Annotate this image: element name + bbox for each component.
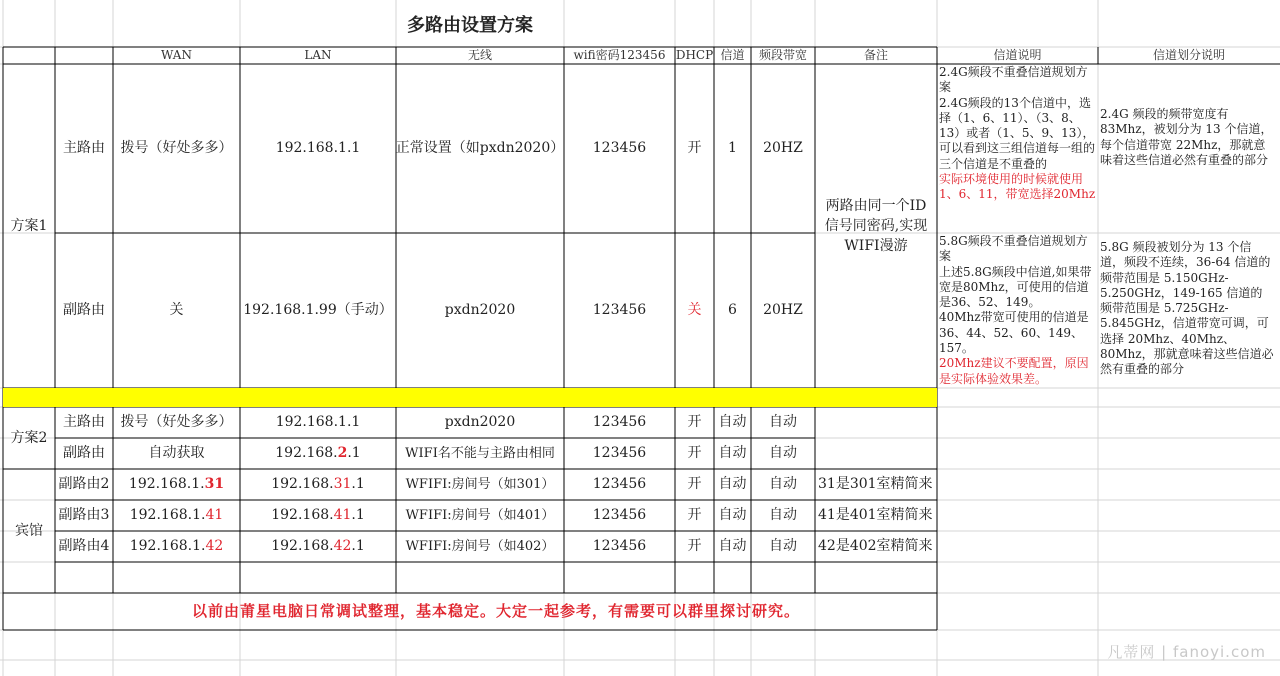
- hotel-row-3-wireless: WFIFI:房间号（如401）: [405, 508, 555, 523]
- note-24g-text: 2.4G频段不重叠信道规划方案 2.4G频段的13个信道中，选择（1、6、11）、（3、8、13）或者（1、5、9、13），可以看到这三组信道每一组的三个信道是不重叠的: [939, 65, 1096, 171]
- note-58g-channel: [937, 233, 1098, 388]
- hotel-group-label: 宾馆: [15, 522, 43, 539]
- plan1-sub-dhcp: 关: [687, 302, 702, 318]
- header-lan: LAN: [304, 48, 332, 62]
- hotel-lan-prefix: 192.168.: [271, 538, 334, 554]
- note-58g-text: 5.8G频段不重叠信道规划方案 上述5.8G频段中信道,如果带宽是80Mhz，可使用的信道是36、52、149。 40Mhz带宽可使用的信道是36、44、52、60、149、157。: [939, 234, 1092, 356]
- plan1-sub-name: 副路由: [63, 302, 105, 318]
- plan2-sub-name: 副路由: [63, 445, 105, 461]
- hotel-row-4-wan: [113, 531, 240, 562]
- hotel-row-2-wireless: WFIFI:房间号（如301）: [405, 477, 555, 492]
- note-24g-channel: [937, 64, 1098, 233]
- plan2-main-name: 主路由: [63, 414, 105, 430]
- note-24g-division-text: 2.4G 频段的频带宽度有 83Mhz，被划分为 13 个信道，每个信道带宽 22Mhz，那就意味着这些信道必然有重叠的部分: [1100, 107, 1273, 167]
- plan2-main-password: 123456: [592, 414, 647, 430]
- plan1-main-password: 123456: [592, 140, 647, 156]
- hotel-row-4-wireless: WFIFI:房间号（如402）: [405, 539, 555, 554]
- plan2-sub-wan: 自动获取: [148, 445, 205, 461]
- note-58g-division-text: 5.8G 频段被划分为 13 个信道，频段不连续，36-64 信道的频带范围是 5.150GHz-5.250GHz，149-165 信道的频带范围是 5.725GHz-5.845GHz，信道带宽可调，可选择 20Mhz、40Mhz、80Mhz，那就意味着这些信道必然有重叠的部分: [1100, 240, 1274, 377]
- header-wan: WAN: [161, 48, 192, 62]
- hotel-row-2-bandwidth: 自动: [769, 476, 797, 492]
- header-channel: 信道: [720, 48, 745, 62]
- plan2-sub-lan-prefix: 192.168.: [275, 445, 338, 461]
- hotel-lan-prefix: 192.168.: [271, 507, 334, 523]
- plan1-main-dhcp: 开: [687, 140, 702, 156]
- hotel-row-4-bandwidth: 自动: [769, 538, 797, 554]
- plan2-sub-password: 123456: [592, 445, 647, 461]
- sheet-title: 多路由设置方案: [407, 14, 533, 36]
- hotel-lan-subnet: 41: [333, 507, 352, 523]
- hotel-lan-suffix: .1: [351, 507, 365, 523]
- header-bandwidth: 频段带宽: [758, 48, 807, 62]
- plan1-sub-lan: 192.168.1.99（手动）: [243, 302, 393, 318]
- plan2-main-bandwidth: 自动: [769, 414, 797, 430]
- hotel-row-4-dhcp: 开: [687, 538, 702, 554]
- plan2-sub-dhcp: 开: [687, 445, 702, 461]
- highlight-row: [3, 388, 937, 407]
- hotel-wan-prefix: 192.168.1.: [129, 538, 206, 554]
- footer-note: 以前由莆星电脑日常调试整理，基本稳定。大定一起参考，有需要可以群里探讨研究。: [191, 602, 800, 620]
- hotel-row-2-lan: [240, 469, 396, 500]
- hotel-row-3-wan: [113, 500, 240, 531]
- plan1-main-lan: 192.168.1.1: [275, 140, 361, 156]
- header-wifi-password: wifi密码123456: [573, 48, 666, 62]
- header-wireless: 无线: [467, 48, 492, 62]
- header-dhcp: DHCP: [675, 48, 714, 62]
- plan2-sub-bandwidth: 自动: [769, 445, 797, 461]
- header-channel-desc: 信道说明: [993, 48, 1042, 62]
- header-remark: 备注: [863, 48, 888, 62]
- hotel-row-2-channel: 自动: [718, 476, 747, 492]
- plan2-main-wan: 拨号（好处多多）: [120, 414, 233, 430]
- hotel-row-3-name: 副路由3: [58, 507, 110, 523]
- hotel-row-4-lan: [240, 531, 396, 562]
- plan2-main-wireless: pxdn2020: [444, 414, 516, 430]
- hotel-lan-suffix: .1: [351, 538, 365, 554]
- plan1-main-bandwidth: 20HZ: [763, 140, 803, 156]
- hotel-row-4-pwd: 123456: [592, 538, 647, 554]
- plan2-sub-lan-subnet: 2: [337, 445, 348, 461]
- plan2-main-channel: 自动: [718, 414, 747, 430]
- hotel-lan-subnet: 31: [333, 476, 352, 492]
- hotel-row-4-remark: 42是402室精简来: [818, 538, 933, 554]
- hotel-row-2-name: 副路由2: [58, 476, 110, 492]
- plan2-sub-channel: 自动: [718, 445, 747, 461]
- note-58g-red-text: 20Mhz建议不要配置，原因是实际体验效果差。: [939, 356, 1089, 386]
- plan2-main-lan: 192.168.1.1: [275, 414, 361, 430]
- note-24g-division: [1098, 106, 1276, 196]
- plan2-sub-wireless: WIFI名不能与主路由相同: [405, 446, 555, 461]
- plan1-sub-bandwidth: 20HZ: [763, 302, 803, 318]
- plan1-main-wan: 拨号（好处多多）: [120, 140, 233, 156]
- plan1-main-name: 主路由: [63, 140, 105, 156]
- hotel-row-2-wan: [113, 469, 240, 500]
- hotel-row-3-pwd: 123456: [592, 507, 647, 523]
- hotel-row-2-dhcp: 开: [687, 476, 702, 492]
- hotel-lan-suffix: .1: [351, 476, 365, 492]
- plan1-sub-channel: 6: [728, 302, 737, 318]
- note-58g-division: [1098, 239, 1276, 384]
- hotel-row-3-remark: 41是401室精简来: [818, 507, 933, 523]
- hotel-row-3-channel: 自动: [718, 507, 747, 523]
- hotel-row-2-remark: 31是301室精简来: [818, 476, 933, 492]
- plan1-group-label: 方案1: [10, 217, 48, 234]
- hotel-row-4-name: 副路由4: [58, 538, 110, 554]
- plan2-main-dhcp: 开: [687, 414, 702, 430]
- hotel-wan-host: 31: [204, 476, 225, 492]
- plan1-main-channel: 1: [728, 140, 737, 156]
- hotel-wan-host: 41: [205, 507, 224, 523]
- plan1-sub-wan: 关: [169, 302, 184, 318]
- hotel-lan-subnet: 42: [333, 538, 352, 554]
- hotel-lan-prefix: 192.168.: [271, 476, 334, 492]
- hotel-wan-host: 42: [205, 538, 224, 554]
- plan2-sub-lan: [240, 438, 396, 469]
- hotel-row-3-dhcp: 开: [687, 507, 702, 523]
- plan1-remark: 两路由同一个ID信号同密码,实现WIFI漫游: [824, 198, 928, 254]
- plan1-main-wireless: 正常设置（如pxdn2020）: [396, 140, 564, 156]
- plan1-sub-password: 123456: [592, 302, 647, 318]
- hotel-row-2-pwd: 123456: [592, 476, 647, 492]
- watermark: 凡蒂网 | fanoyi.com: [1107, 643, 1266, 661]
- note-24g-red-text: 实际环境使用的时候就使用1、6、11，带宽选择20Mhz: [939, 172, 1096, 202]
- hotel-wan-prefix: 192.168.1.: [129, 507, 206, 523]
- hotel-wan-prefix: 192.168.1.: [128, 476, 205, 492]
- hotel-row-3-bandwidth: 自动: [769, 507, 797, 523]
- header-channel-div-desc: 信道划分说明: [1152, 48, 1225, 62]
- hotel-row-4-channel: 自动: [718, 538, 747, 554]
- plan1-sub-wireless: pxdn2020: [444, 302, 516, 318]
- hotel-row-3-lan: [240, 500, 396, 531]
- plan2-sub-lan-suffix: .1: [347, 445, 361, 461]
- plan2-group-label: 方案2: [10, 429, 48, 446]
